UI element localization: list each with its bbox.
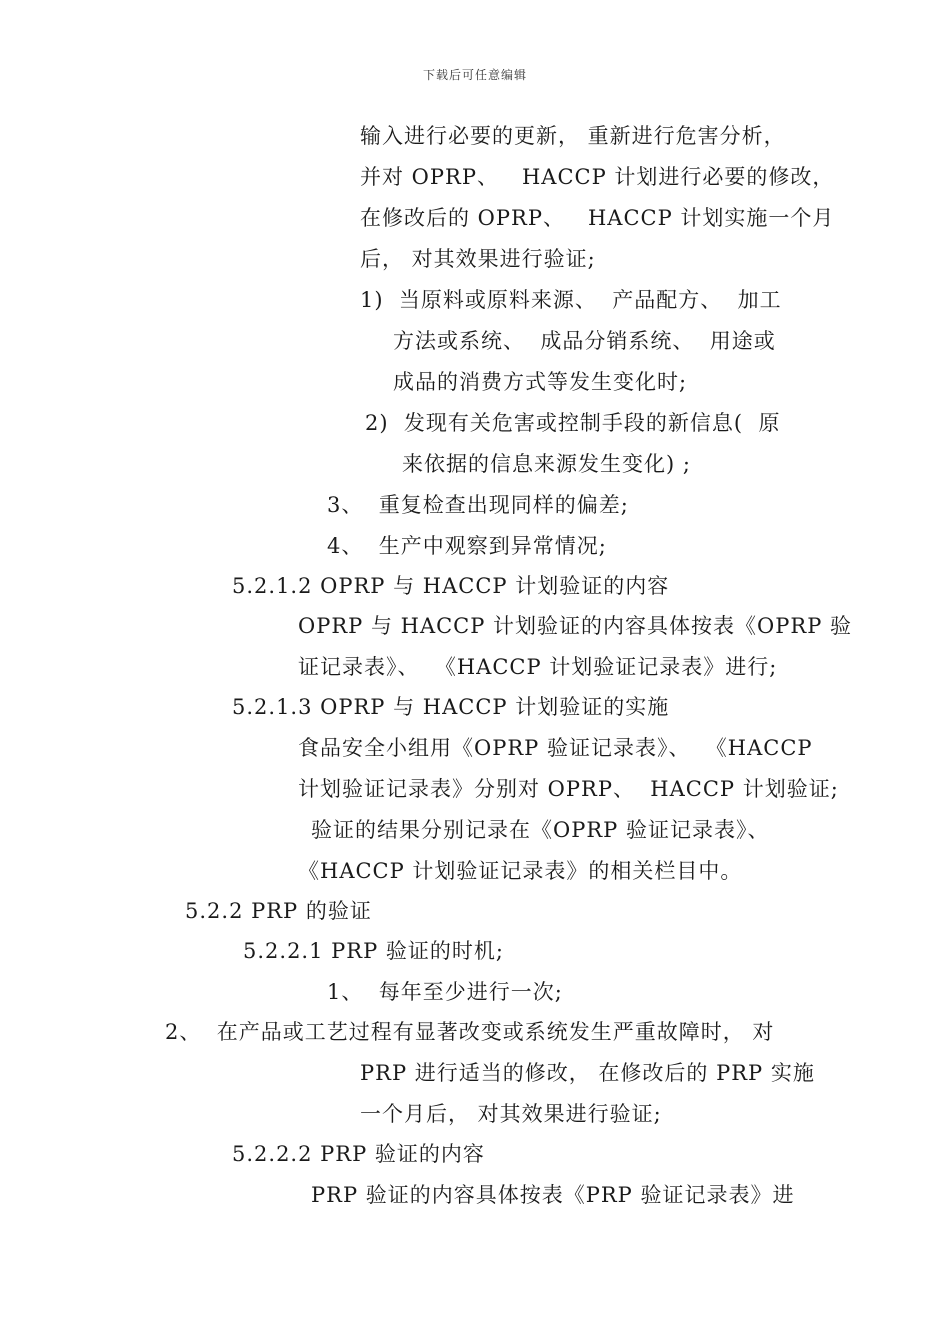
text-line: 2) 发现有关危害或控制手段的新信息( 原 [365,411,781,435]
text-line: 1) 当原料或原料来源、 产品配方、 加工 [360,288,782,312]
section-heading: 5.2.2.1 PRP 验证的时机; [243,939,504,963]
section-heading: 5.2.1.3 OPRP 与 HACCP 计划验证的实施 [232,695,670,719]
text-line: 计划验证记录表》分别对 OPRP、 HACCP 计划验证; [298,777,839,801]
text-line: 1、 每年至少进行一次; [327,980,563,1004]
text-line: 证记录表》、 《HACCP 计划验证记录表》进行; [298,655,778,679]
text-line: 方法或系统、 成品分销系统、 用途或 [393,329,776,353]
text-line: 输入进行必要的更新， 重新进行危害分析， [360,124,786,148]
text-line: 来依据的信息来源发生变化) ; [402,452,691,476]
section-heading: 5.2.2.2 PRP 验证的内容 [232,1142,485,1166]
text-line: 4、 生产中观察到异常情况; [327,534,607,558]
text-line: 2、 在产品或工艺过程有显著改变或系统发生严重故障时， 对 [165,1020,775,1044]
section-heading: 5.2.1.2 OPRP 与 HACCP 计划验证的内容 [232,574,670,598]
section-heading: 5.2.2 PRP 的验证 [185,899,372,923]
text-line: 《HACCP 计划验证记录表》的相关栏目中。 [298,859,743,883]
text-line: 成品的消费方式等发生变化时; [393,370,688,394]
text-line: 并对 OPRP、 HACCP 计划进行必要的修改， [360,165,835,189]
text-line: 一个月后， 对其效果进行验证; [360,1102,662,1126]
text-line: PRP 进行适当的修改， 在修改后的 PRP 实施 [360,1061,815,1085]
text-line: 食品安全小组用《OPRP 验证记录表》、 《HACCP [298,736,813,760]
text-line: 3、 重复检查出现同样的偏差; [327,493,629,517]
text-line: OPRP 与 HACCP 计划验证的内容具体按表《OPRP 验 [298,614,853,638]
text-line: 后， 对其效果进行验证; [360,247,596,271]
text-line: 验证的结果分别记录在《OPRP 验证记录表》、 [311,818,770,842]
page-header: 下载后可任意编辑 [422,68,527,82]
text-line: PRP 验证的内容具体按表《PRP 验证记录表》进 [311,1183,795,1207]
text-line: 在修改后的 OPRP、 HACCP 计划实施一个月 [360,206,835,230]
